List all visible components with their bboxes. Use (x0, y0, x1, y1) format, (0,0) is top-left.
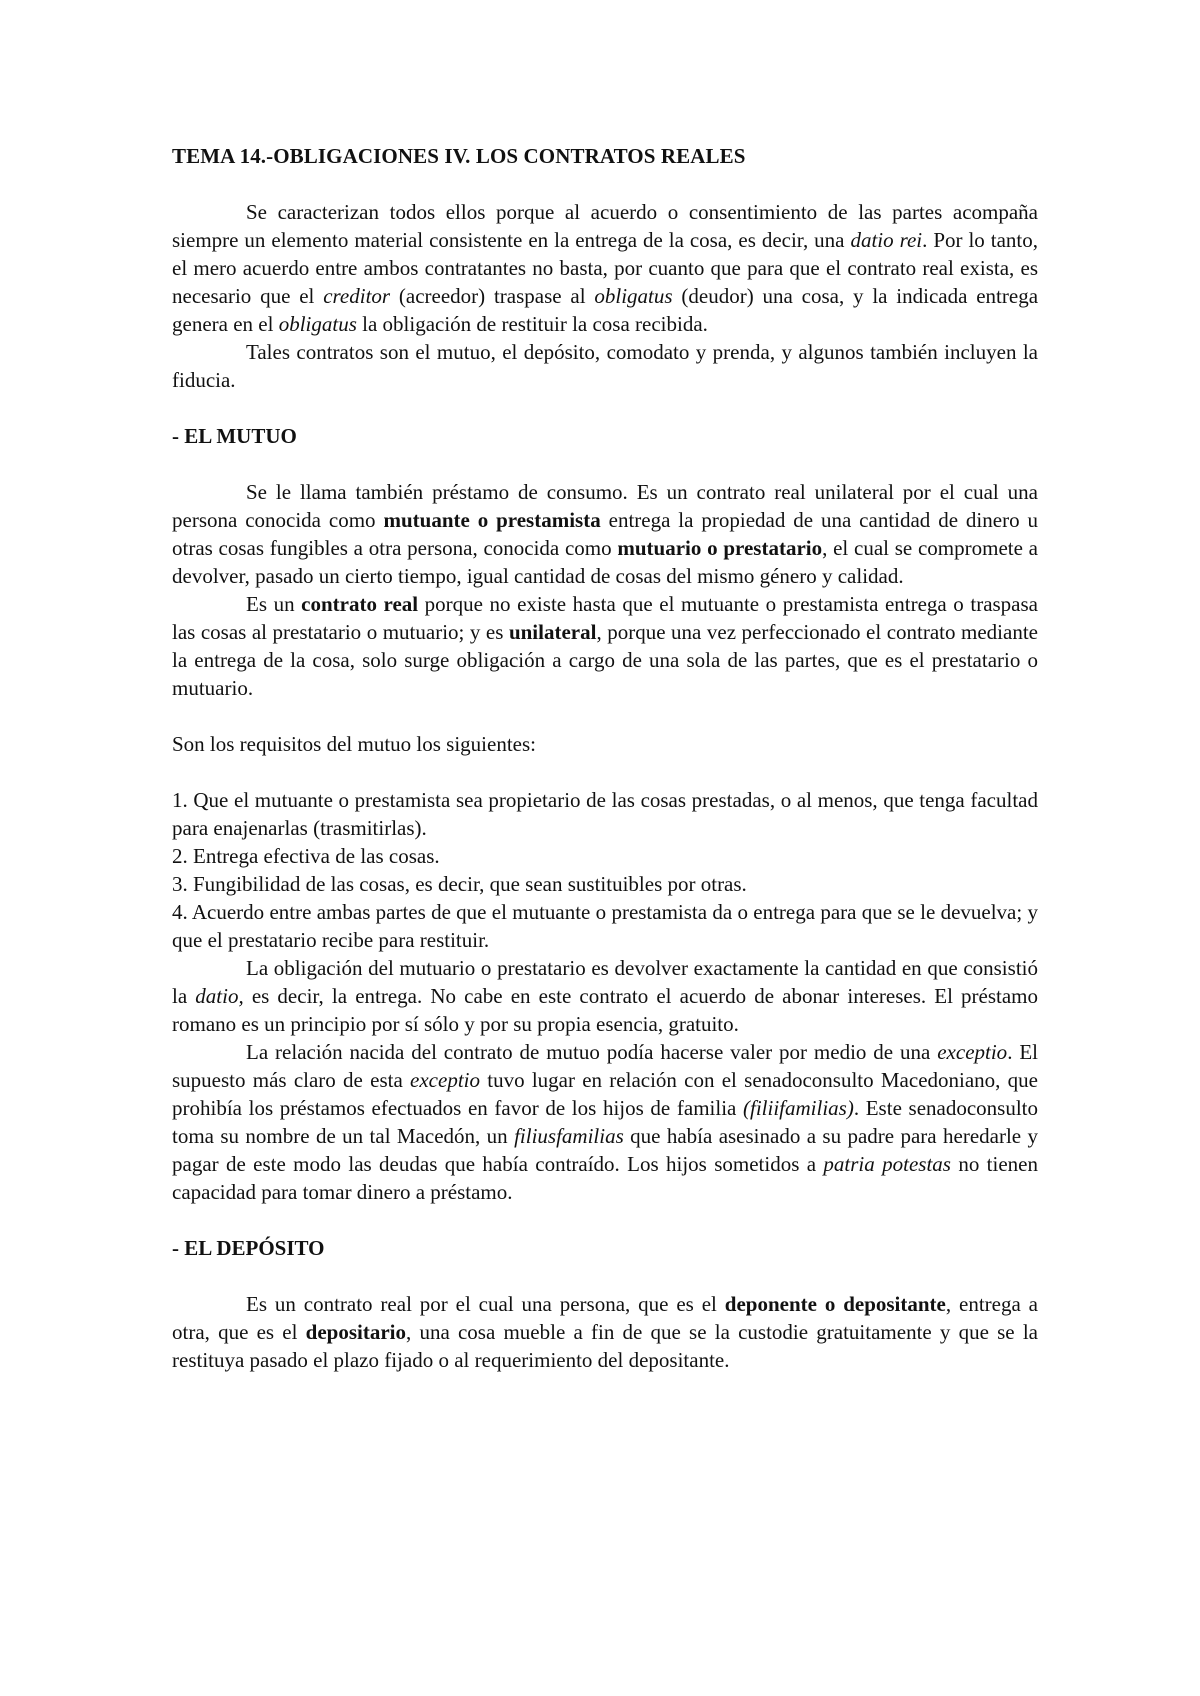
spacer (172, 394, 1038, 422)
text-run: , el cual se compromete a devolver, pasado un cierto tiempo, igual cantidad de cosas del mismo género y calidad. (172, 536, 1038, 588)
list-item: 2. Entrega efectiva de las cosas. (172, 844, 440, 868)
text-run: La obligación del mutuario o prestatario es devolver exactamente la cantidad en que consistió la (172, 956, 1038, 1008)
text-run: que había asesinado a su padre para heredarle y pagar de este modo las deudas que había contraído. Los hijos sometidos a (172, 1124, 1038, 1176)
text-run: es decir, la entrega. No cabe en este contrato el acuerdo de abonar intereses. El préstamo romano es un principio por sí sólo y por su propia esencia, gratuito. (172, 984, 1038, 1036)
mutuo-paragraph-2 (172, 590, 1038, 702)
italic-term: exceptio (937, 1040, 1008, 1064)
text-run: La relación nacida del contrato de mutuo podía hacerse valer por medio de una (246, 1040, 938, 1064)
document-title: TEMA 14.-OBLIGACIONES IV. LOS CONTRATOS REALES (172, 144, 746, 168)
list-item: 4. Acuerdo entre ambas partes de que el mutuante o prestamista da o entrega para que se le devuelva; y que el prestatario recibe para restituir. (172, 900, 1038, 952)
italic-term: creditor (323, 284, 391, 308)
section-heading-mutuo: - EL MUTUO (172, 424, 297, 448)
mutuo-paragraph-3 (172, 954, 1038, 1038)
italic-term: exceptio (410, 1068, 480, 1092)
section-heading-deposito: - EL DEPÓSITO (172, 1236, 325, 1260)
mutuo-paragraph-4 (172, 1038, 1038, 1206)
text-run: , una cosa mueble a fin de que se la custodie gratuitamente y que se la restituya pasado el plazo fijado o al requerimiento del depositante. (172, 1320, 1038, 1372)
deposito-paragraph-1 (172, 1290, 1038, 1374)
text-run: , porque una vez perfeccionado el contrato mediante la entrega de la cosa, solo surge obligación a cargo de una sola de las partes, que es el prestatario o mutuario. (172, 620, 1038, 700)
italic-term: datio rei (850, 228, 923, 252)
list-item: 1. Que el mutuante o prestamista sea propietario de las cosas prestadas, o al menos, que tenga facultad para enajenarlas (trasmitirlas). (172, 788, 1038, 840)
italic-term: patria potestas (823, 1152, 951, 1176)
italic-term: (filiifamilias) (743, 1096, 854, 1120)
italic-term: obligatus (594, 284, 673, 308)
text-run: Se caracterizan todos ellos porque al acuerdo o consentimiento de las partes acompaña siempre un elemento material consistente en la entrega de la cosa, es decir, una (172, 200, 1038, 252)
bold-term: depositario (305, 1320, 406, 1344)
text-run: (deudor) una cosa, y la indicada entrega genera en el (172, 284, 1039, 336)
text-run: . Por lo tanto, el mero acuerdo entre ambos contratantes no basta, por cuanto que para que el contrato real exista, es necesario que el (172, 228, 1039, 308)
bold-term: contrato real (301, 592, 419, 616)
text-run: . El supuesto más claro de esta (172, 1040, 1038, 1092)
intro-paragraph-2: Tales contratos son el mutuo, el depósito, comodato y prenda, y algunos también incluyen la fiducia. (172, 340, 1038, 392)
spacer (172, 1206, 1038, 1234)
text-run: la obligación de restituir la cosa recibida. (356, 312, 708, 336)
bold-term: mutuario o prestatario (617, 536, 823, 560)
text-run: tuvo lugar en relación con el senadoconsulto Macedoniano, que prohibía los préstamos efectuados en favor de los hijos de familia (172, 1068, 1038, 1120)
text-run: Es un contrato real por el cual una persona, que es el (246, 1292, 725, 1316)
text-run: porque no existe hasta que el mutuante o prestamista entrega o traspasa las cosas al prestatario o mutuario; y es (172, 592, 1039, 644)
text-run: entrega la propiedad de una cantidad de dinero u otras cosas fungibles a otra persona, conocida como (172, 508, 1038, 560)
text-run: Es un (246, 592, 302, 616)
bold-term: mutuante o prestamista (383, 508, 601, 532)
text-run: . Este senadoconsulto toma su nombre de un tal Macedón, un (172, 1096, 1038, 1148)
text-run: , entrega a otra, que es el (172, 1292, 1038, 1344)
italic-term: datio, (195, 984, 244, 1008)
intro-paragraph-1 (172, 198, 1038, 338)
italic-term: filiusfamilias (514, 1124, 624, 1148)
italic-term: obligatus (278, 312, 357, 336)
text-run: Se le llama también préstamo de consumo. Es un contrato real unilateral por el cual una persona conocida como (172, 480, 1038, 532)
mutuo-paragraph-1 (172, 478, 1038, 590)
bold-term: unilateral (508, 620, 597, 644)
requisitos-intro: Son los requisitos del mutuo los siguientes: (172, 732, 537, 756)
spacer (172, 702, 1038, 730)
document-body (172, 142, 1038, 1374)
text-run: no tienen capacidad para tomar dinero a préstamo. (172, 1152, 1038, 1204)
spacer (172, 758, 1038, 786)
text-run: (acreedor) traspase al (390, 284, 595, 308)
bold-term: deponente o depositante (724, 1292, 946, 1316)
list-item: 3. Fungibilidad de las cosas, es decir, que sean sustituibles por otras. (172, 872, 747, 896)
